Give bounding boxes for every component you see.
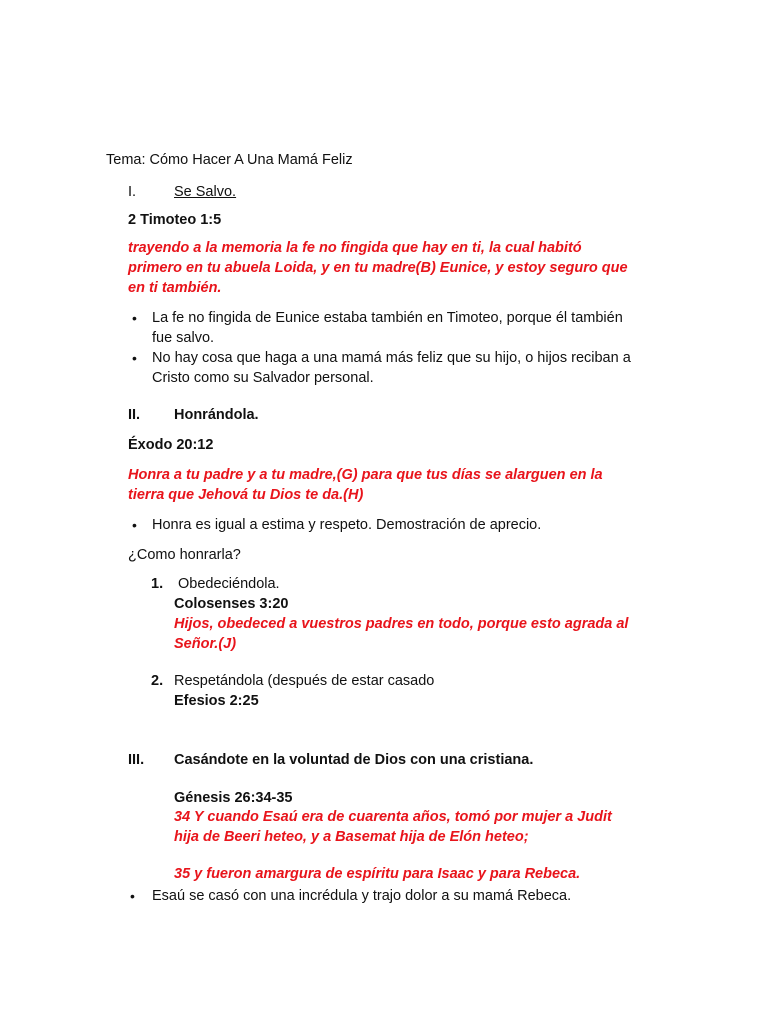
verse-line: trayendo a la memoria la fe no fingida que hay en ti, la cual habitó	[128, 240, 582, 256]
question-text: ¿Como honrarla?	[128, 547, 241, 563]
verse-line: 35 y fueron amargura de espíritu para Isaac y para Rebeca.	[174, 866, 581, 882]
bullet-text: La fe no fingida de Eunice estaba también en Timoteo, porque él también	[152, 310, 623, 326]
bullet-dot: •	[132, 350, 137, 366]
bullet-dot: •	[132, 310, 137, 326]
document-title: Tema: Cómo Hacer A Una Mamá Feliz	[106, 152, 353, 168]
item-text: Obedeciéndola.	[178, 576, 280, 592]
scripture-reference: Colosenses 3:20	[174, 596, 289, 612]
scripture-reference: Génesis 26:34-35	[174, 790, 293, 806]
verse-line: Hijos, obedeced a vuestros padres en todo, porque esto agrada al	[174, 616, 629, 632]
section-numeral: II.	[128, 407, 141, 423]
bullet-text: fue salvo.	[152, 330, 215, 346]
verse-line: hija de Beeri heteo, y a Basemat hija de Elón heteo;	[174, 829, 529, 845]
bullet-text: No hay cosa que haga a una mamá más feliz que su hijo, o hijos reciban a	[152, 350, 631, 366]
item-text: Respetándola (después de estar casado	[174, 673, 435, 689]
section-heading: Se Salvo.	[174, 184, 237, 200]
bullet-text: Cristo como su Salvador personal.	[152, 370, 374, 386]
section-heading: Honrándola.	[174, 407, 259, 423]
item-number: 2.	[151, 673, 164, 689]
bullet-dot: •	[132, 517, 137, 533]
bullet-text: Esaú se casó con una incrédula y trajo dolor a su mamá Rebeca.	[152, 888, 572, 904]
section-numeral: I.	[128, 184, 137, 200]
verse-line: Honra a tu padre y a tu madre,(G) para que tus días se alarguen en la	[128, 467, 603, 483]
item-number: 1.	[151, 576, 164, 592]
section-heading: Casándote en la voluntad de Dios con una cristiana.	[174, 752, 534, 768]
section-numeral: III.	[128, 752, 145, 768]
scripture-reference: Efesios 2:25	[174, 693, 259, 709]
verse-line: tierra que Jehová tu Dios te da.(H)	[128, 487, 364, 503]
verse-line: primero en tu abuela Loida, y en tu madre(B) Eunice, y estoy seguro que	[128, 260, 628, 276]
verse-line: 34 Y cuando Esaú era de cuarenta años, tomó por mujer a Judit	[174, 809, 612, 825]
scripture-reference: Éxodo 20:12	[128, 437, 214, 453]
bullet-text: Honra es igual a estima y respeto. Demostración de aprecio.	[152, 517, 542, 533]
scripture-reference: 2 Timoteo 1:5	[128, 212, 222, 228]
verse-line: en ti también.	[128, 280, 222, 296]
bullet-dot: •	[130, 888, 135, 904]
verse-line: Señor.(J)	[174, 636, 237, 652]
